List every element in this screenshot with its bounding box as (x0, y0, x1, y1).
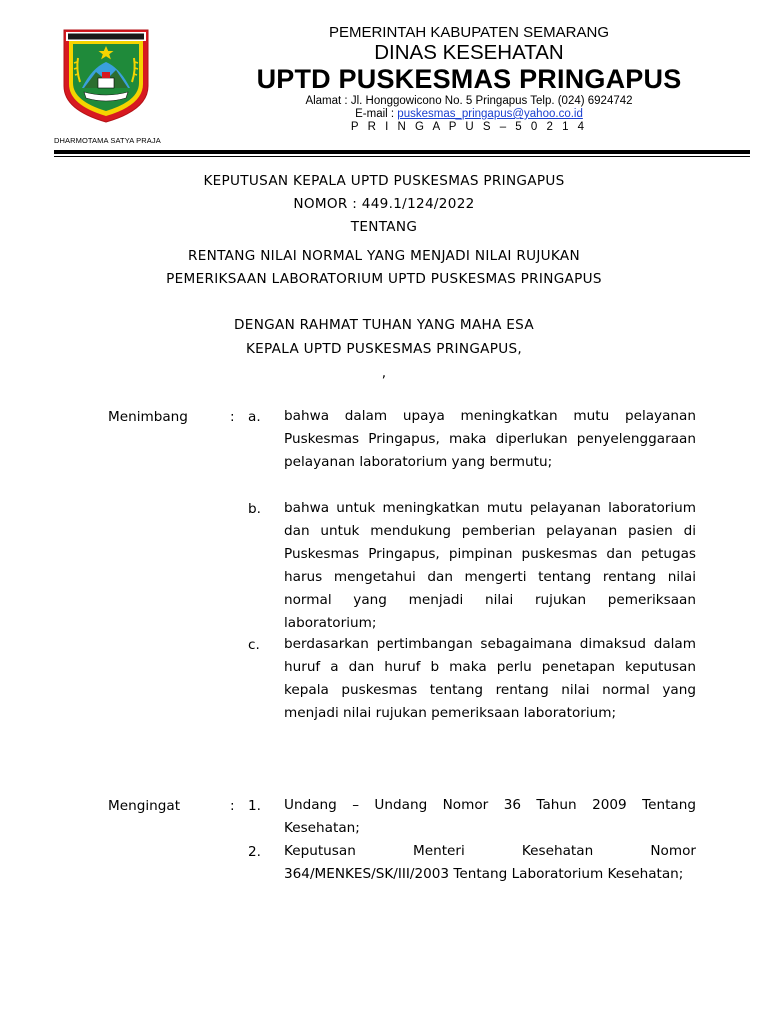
menimbang-marker-a: a. (248, 409, 261, 425)
mengingat-colon: : (230, 798, 235, 814)
letterhead-divider-thin (54, 156, 750, 157)
letterhead (230, 24, 708, 134)
mengingat-item-1: Undang – Undang Nomor 36 Tahun 2009 Tentang Kesehatan; (284, 797, 696, 836)
menimbang-item-a: bahwa dalam upaya meningkatkan mutu pelayanan Puskesmas Pringapus, maka diperlukan penyelenggaraan pelayanan laboratorium yang bermutu; (284, 408, 696, 470)
kabupaten-semarang-emblem (62, 28, 150, 124)
mengingat-label: Mengingat (108, 798, 181, 814)
menimbang-item-c: berdasarkan pertimbangan sebagaimana dimaksud dalam huruf a dan huruf b maka perlu penetapan keputusan kepala puskesmas tentang rentang nilai normal yang menjadi nilai rujukan pemeriksaan laboratorium; (284, 636, 696, 721)
mengingat-marker-1: 1. (248, 798, 261, 814)
menimbang-marker-b: b. (248, 501, 261, 517)
institution-name: UPTD PUSKESMAS PRINGAPUS (256, 64, 682, 94)
stray-comma: , (381, 365, 387, 381)
government-name: PEMERINTAH KABUPATEN SEMARANG (328, 24, 610, 41)
mengingat-marker-2: 2. (248, 844, 261, 860)
invocation: DENGAN RAHMAT TUHAN YANG MAHA ESA (234, 317, 534, 333)
decree-about: TENTANG (350, 219, 418, 235)
email-link[interactable]: puskesmas_pringapus@yahoo.co.id (397, 108, 583, 120)
menimbang-item-b: bahwa untuk meningkatkan mutu pelayanan laboratorium dan untuk mendukung pemberian pelayanan pasien di Puskesmas Pringapus, pimpinan puskesmas dan petugas harus mengetahui dan mengerti tentang rentang nilai normal yang menjadi nilai rujukan pemeriksaan laboratorium; (284, 500, 696, 631)
issuer: KEPALA UPTD PUSKESMAS PRINGAPUS, (245, 341, 523, 357)
decree-heading: KEPUTUSAN KEPALA UPTD PUSKESMAS PRINGAPUS (203, 173, 565, 189)
menimbang-marker-c: c. (248, 637, 260, 653)
decree-number: NOMOR : 449.1/124/2022 (293, 196, 475, 212)
mengingat-item-2: Keputusan Menteri Kesehatan Nomor 364/MENKES/SK/III/2003 Tentang Laboratorium Kesehatan; (284, 843, 696, 882)
email-label: E-mail : (355, 108, 398, 120)
email-line (230, 108, 708, 121)
decree-subject-line-2: PEMERIKSAAN LABORATORIUM UPTD PUSKESMAS PRINGAPUS (166, 271, 602, 287)
decree-subject-line-1: RENTANG NILAI NORMAL YANG MENJADI NILAI RUJUKAN (188, 248, 580, 264)
department-name: DINAS KESEHATAN (374, 41, 564, 64)
motto: DHARMOTAMA SATYA PRAJA (54, 136, 161, 145)
letterhead-divider-thick (54, 150, 750, 154)
menimbang-label: Menimbang (108, 409, 188, 425)
postal-code: P R I N G A P U S – 5 0 2 1 4 (350, 121, 588, 133)
menimbang-colon: : (230, 409, 235, 425)
address: Alamat : Jl. Honggowicono No. 5 Pringapus Telp. (024) 6924742 (305, 95, 633, 107)
